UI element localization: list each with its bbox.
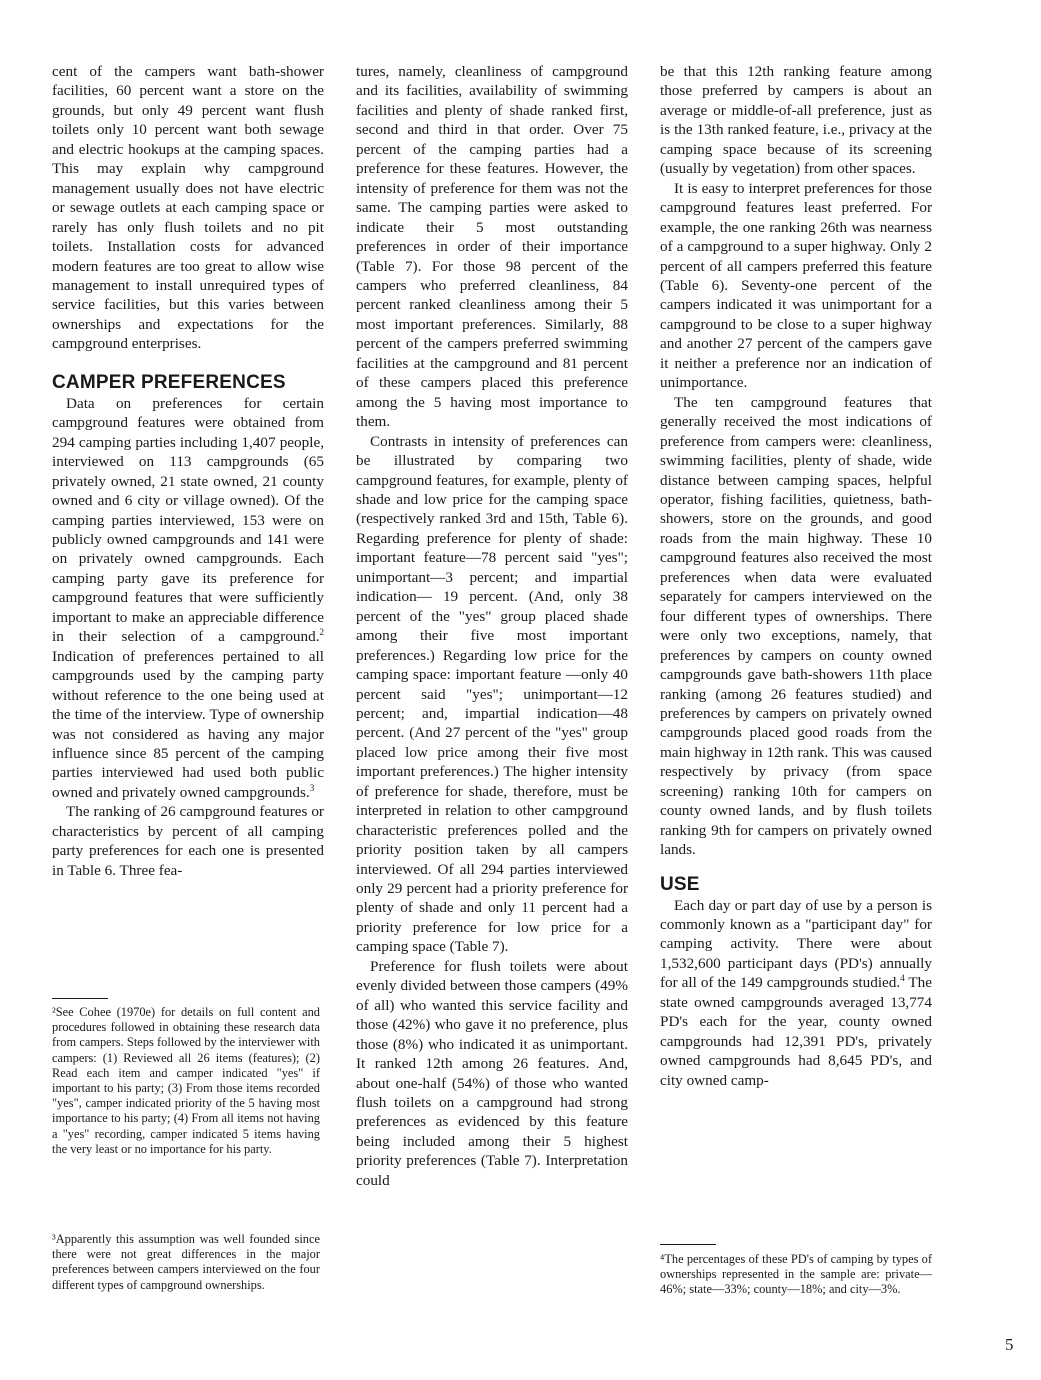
footnote-3: ³Apparently this assumption was well founded since there were not great differences in the major preferences between campers interviewed on the four different types of campground ownerships. bbox=[52, 1232, 320, 1292]
paragraph: It is easy to interpret preferences for those campground features least preferred. For example, the one ranking 26th was nearness of a campground to a super highway. Only 2 percent of all campers preferred this feature (Table 6). Seventy-one percent of the campers indicated it was unimportant for a campground to be close to a super highway and another 27 percent of the campers gave it neither a preference nor an indication of unimportance. bbox=[660, 179, 932, 392]
page-number: 5 bbox=[1005, 1335, 1014, 1354]
paragraph: cent of the campers want bath-shower facilities, 60 percent want a store on the grounds, but only 49 percent want flush toilets only 10 percent want both sewage and electric hookups at the camping spaces. This may explain why campground management usually does not have electric or sewage outlets at each camping space or rarely has only flush toilets and no pit toilets. Installation costs for advanced modern features are too great to allow wise management to install unrequired types of service facilities, but this varies between ownerships and expectations for the campground enterprises. bbox=[52, 63, 324, 353]
footnote-ref: 2 bbox=[319, 627, 324, 638]
footnote-rule bbox=[52, 998, 108, 999]
paragraph: be that this 12th ranking feature among those preferred by campers is about an average or middle-of-all preference, just as is the 13th ranked feature, i.e., privacy at the camping space because of its screening (usually by vegetation) from other spaces. bbox=[660, 63, 932, 178]
section-heading-use: USE bbox=[660, 873, 700, 895]
footnote-ref: 3 bbox=[309, 782, 315, 793]
footnote-4: ⁴The percentages of these PD's of camping by types of ownerships represented in the sample are: private—46%; state—33%; county—18%; and city—3%. bbox=[660, 1252, 932, 1297]
footnote-ref: 4 bbox=[900, 973, 905, 984]
paragraph: Each day or part day of use by a person is commonly known as a "participant day" for camping activity. There were about 1,532,600 participant days (PD's) annually for all of the 149 campgrounds studied.$^4$ The state owned campgrounds averaged 13,774 PD's each for the year, county owned campgrounds had 12,391 PD's, privately owned campgrounds had 8,645 PD's, and city owned camp- bbox=[660, 896, 932, 1089]
paragraph: Preference for flush toilets were about evenly divided between those campers (49% of all) who wanted this service facility and those (42%) who gave it no preference, plus those (8%) who indicated it as unimportant. It ranked 12th among 26 features. And, about one-half (54%) of those who wanted flush toilets on a campground had strong preferences as evidenced by this feature being included among their 5 highest priority preferences (Table 7). Interpretation could bbox=[356, 957, 628, 1189]
column-right bbox=[660, 62, 932, 1090]
paragraph: Data on preferences for certain campground features were obtained from 294 camping parties including 1,407 people, interviewed on 113 campgrounds (65 privately owned, 21 state owned, 21 county owned and 6 city or village owned). Of the camping parties interviewed, 153 were on publicly owned campgrounds and 141 were on privately owned campgrounds. Each camping party gave its preference for campground features that were sufficiently important to make an appreciable difference in their selection of a campground.$^2$ Indication of preferences pertained to all campgrounds used by the camping party without reference to the one being used at the time of the interview. Type of ownership was not considered as having any major influence since 85 percent of the camping parties interviewed had used both public owned and privately owned campgrounds.$^3$ bbox=[52, 394, 324, 801]
paragraph: The ranking of 26 campground features or characteristics by percent of all camping party preferences for each one is presented in Table 6. Three fea- bbox=[52, 803, 324, 879]
footnote-rule bbox=[660, 1244, 716, 1245]
footnote-2: ²See Cohee (1970e) for details on full content and procedures followed in obtaining these research data from campers. Steps followed by the interviewer with campers: (1) Reviewed all 26 items (features); (2) Read each item and camper indicated "yes" if important to his party; (3) From those items recorded "yes", camper indicated priority of the 5 having most importance to his party; (4) From all items not having a "yes" recording, camper indicated 5 items having the very least or no importance for his party. bbox=[52, 1005, 320, 1156]
paragraph: tures, namely, cleanliness of campground and its facilities, availability of swimming facilities and plenty of shade ranked first, second and third in that order. Over 75 percent of the camping parties had a preference for these features. However, the intensity of preference for them was not the same. The camping parties were asked to indicate their 5 most outstanding preferences in order of their importance (Table 7). For those 98 percent of the campers who preferred cleanliness, 84 percent ranked cleanliness among their 5 most important preferences. Similarly, 88 percent of the campers preferred swimming facilities at the campground and 81 percent of these campers placed this preference among the 5 having most importance to them. bbox=[356, 63, 628, 431]
paragraph: The ten campground features that generally received the most indications of preference from campers were: cleanliness, swimming facilities, plenty of shade, wide distance between camping spaces, helpful operator, fishing facilities, quietness, bath-showers, store on the grounds, and good roads from the main highway. These 10 campground features also received the most preferences when data were evaluated separately for campers interviewed on the four different types of ownerships. There were only two exceptions, namely, that preferences by campers on county owned campgrounds gave bath-showers 11th place ranking (among 26 features studied) and preferences by campers on privately owned campgrounds placed good roads from the main highway in 12th rank. This was caused respectively by privacy (from space screening) ranking 10th for campers on county owned lands, and by flush toilets ranking 9th for campers on privately owned lands. bbox=[660, 393, 932, 859]
paragraph: Contrasts in intensity of preferences can be illustrated by comparing two campground features, for example, plenty of shade and low price for the camping space (respectively ranked 3rd and 15th, Table 6). Regarding preference for plenty of shade: important feature—78 percent said "yes"; unimportant—3 percent; and impartial indication— 19 percent. (And, only 38 percent of the "yes" group placed shade among their five most important preferences.) Regarding low price for the camping space: important feature —only 40 percent said "yes"; unimportant—12 percent; and, impartial indication—48 percent. (And 27 percent of the "yes" group placed low price among their five most important preferences.) The higher intensity of preference for shade, therefore, must be interpreted in relation to other campground characteristic preferences polled and the priority position taken by all campers interviewed. Of all 294 parties interviewed only 29 percent had a priority preference for plenty of shade and only 11 percent had a priority preference for low price for a camping space (Table 7). bbox=[356, 432, 628, 956]
section-heading-camper-preferences: CAMPER PREFERENCES bbox=[52, 371, 286, 393]
column-left bbox=[52, 62, 324, 880]
column-middle bbox=[356, 62, 628, 1190]
